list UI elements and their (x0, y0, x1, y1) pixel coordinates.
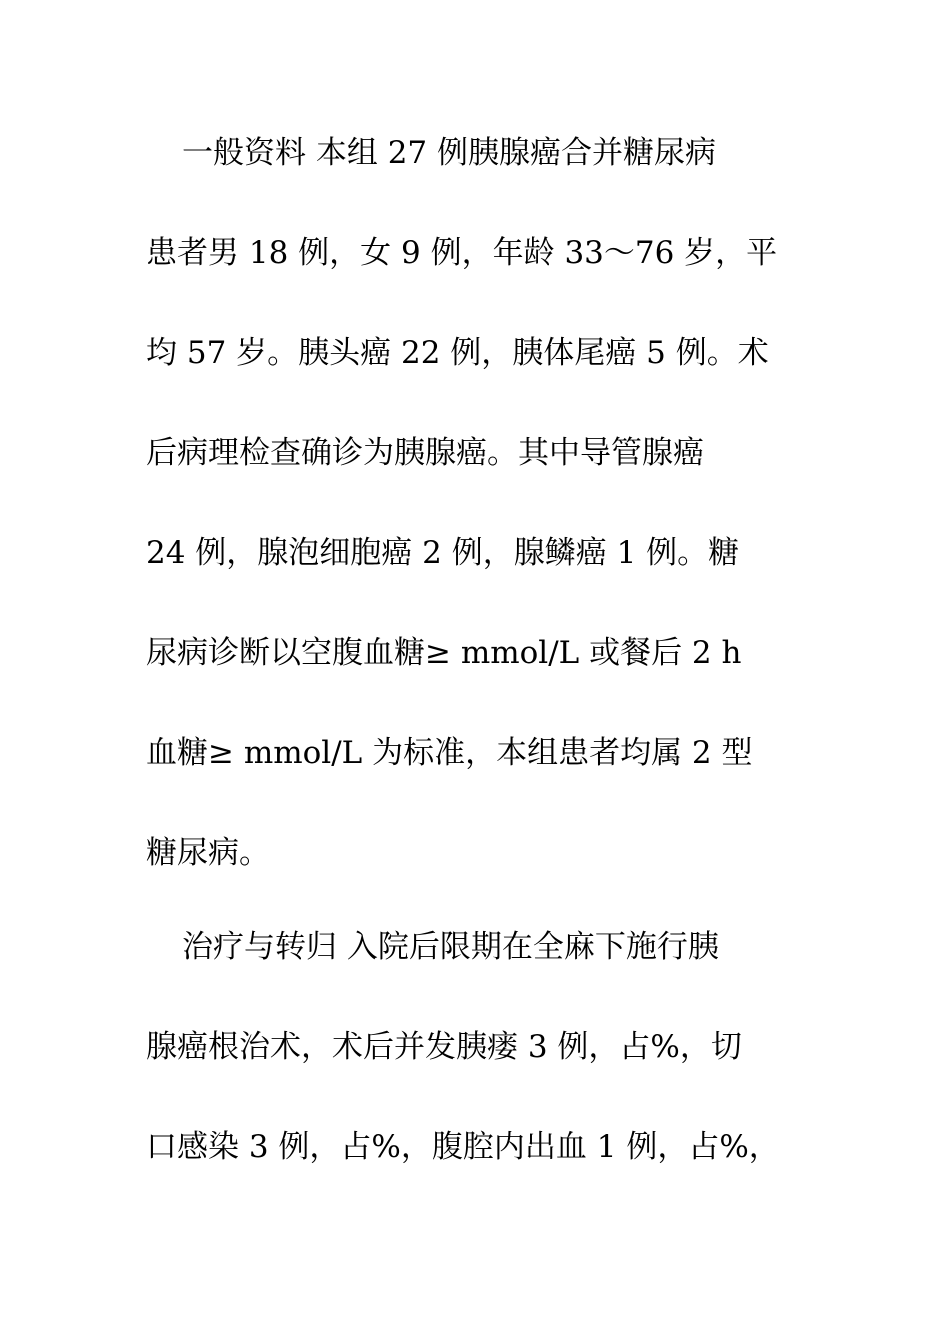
paragraph-1-line-1: 一般资料 本组 27 例胰腺癌合并糖尿病 (182, 135, 717, 171)
paragraph-1-line-7: 血糖≥ mmol/L 为标准，本组患者均属 2 型 (146, 735, 753, 771)
paragraph-2-line-3: 口感染 3 例，占%，腹腔内出血 1 例，占%， (146, 1129, 780, 1165)
paragraph-1-line-4: 后病理检查确诊为胰腺癌。其中导管腺癌 (146, 435, 704, 471)
paragraph-1-line-8: 糖尿病。 (146, 835, 270, 871)
paragraph-1-line-2: 患者男 18 例，女 9 例，年龄 33～76 岁，平 (146, 235, 778, 271)
paragraph-1-line-3: 均 57 岁。胰头癌 22 例，胰体尾癌 5 例。术 (146, 335, 769, 371)
paragraph-1-line-5: 24 例，腺泡细胞癌 2 例，腺鳞癌 1 例。糖 (146, 535, 740, 571)
paragraph-1-line-6: 尿病诊断以空腹血糖≥ mmol/L 或餐后 2 h (146, 635, 742, 671)
paragraph-2-line-1: 治疗与转归 入院后限期在全麻下施行胰 (182, 929, 719, 965)
paragraph-2-line-2: 腺癌根治术，术后并发胰瘘 3 例，占%，切 (146, 1029, 742, 1065)
